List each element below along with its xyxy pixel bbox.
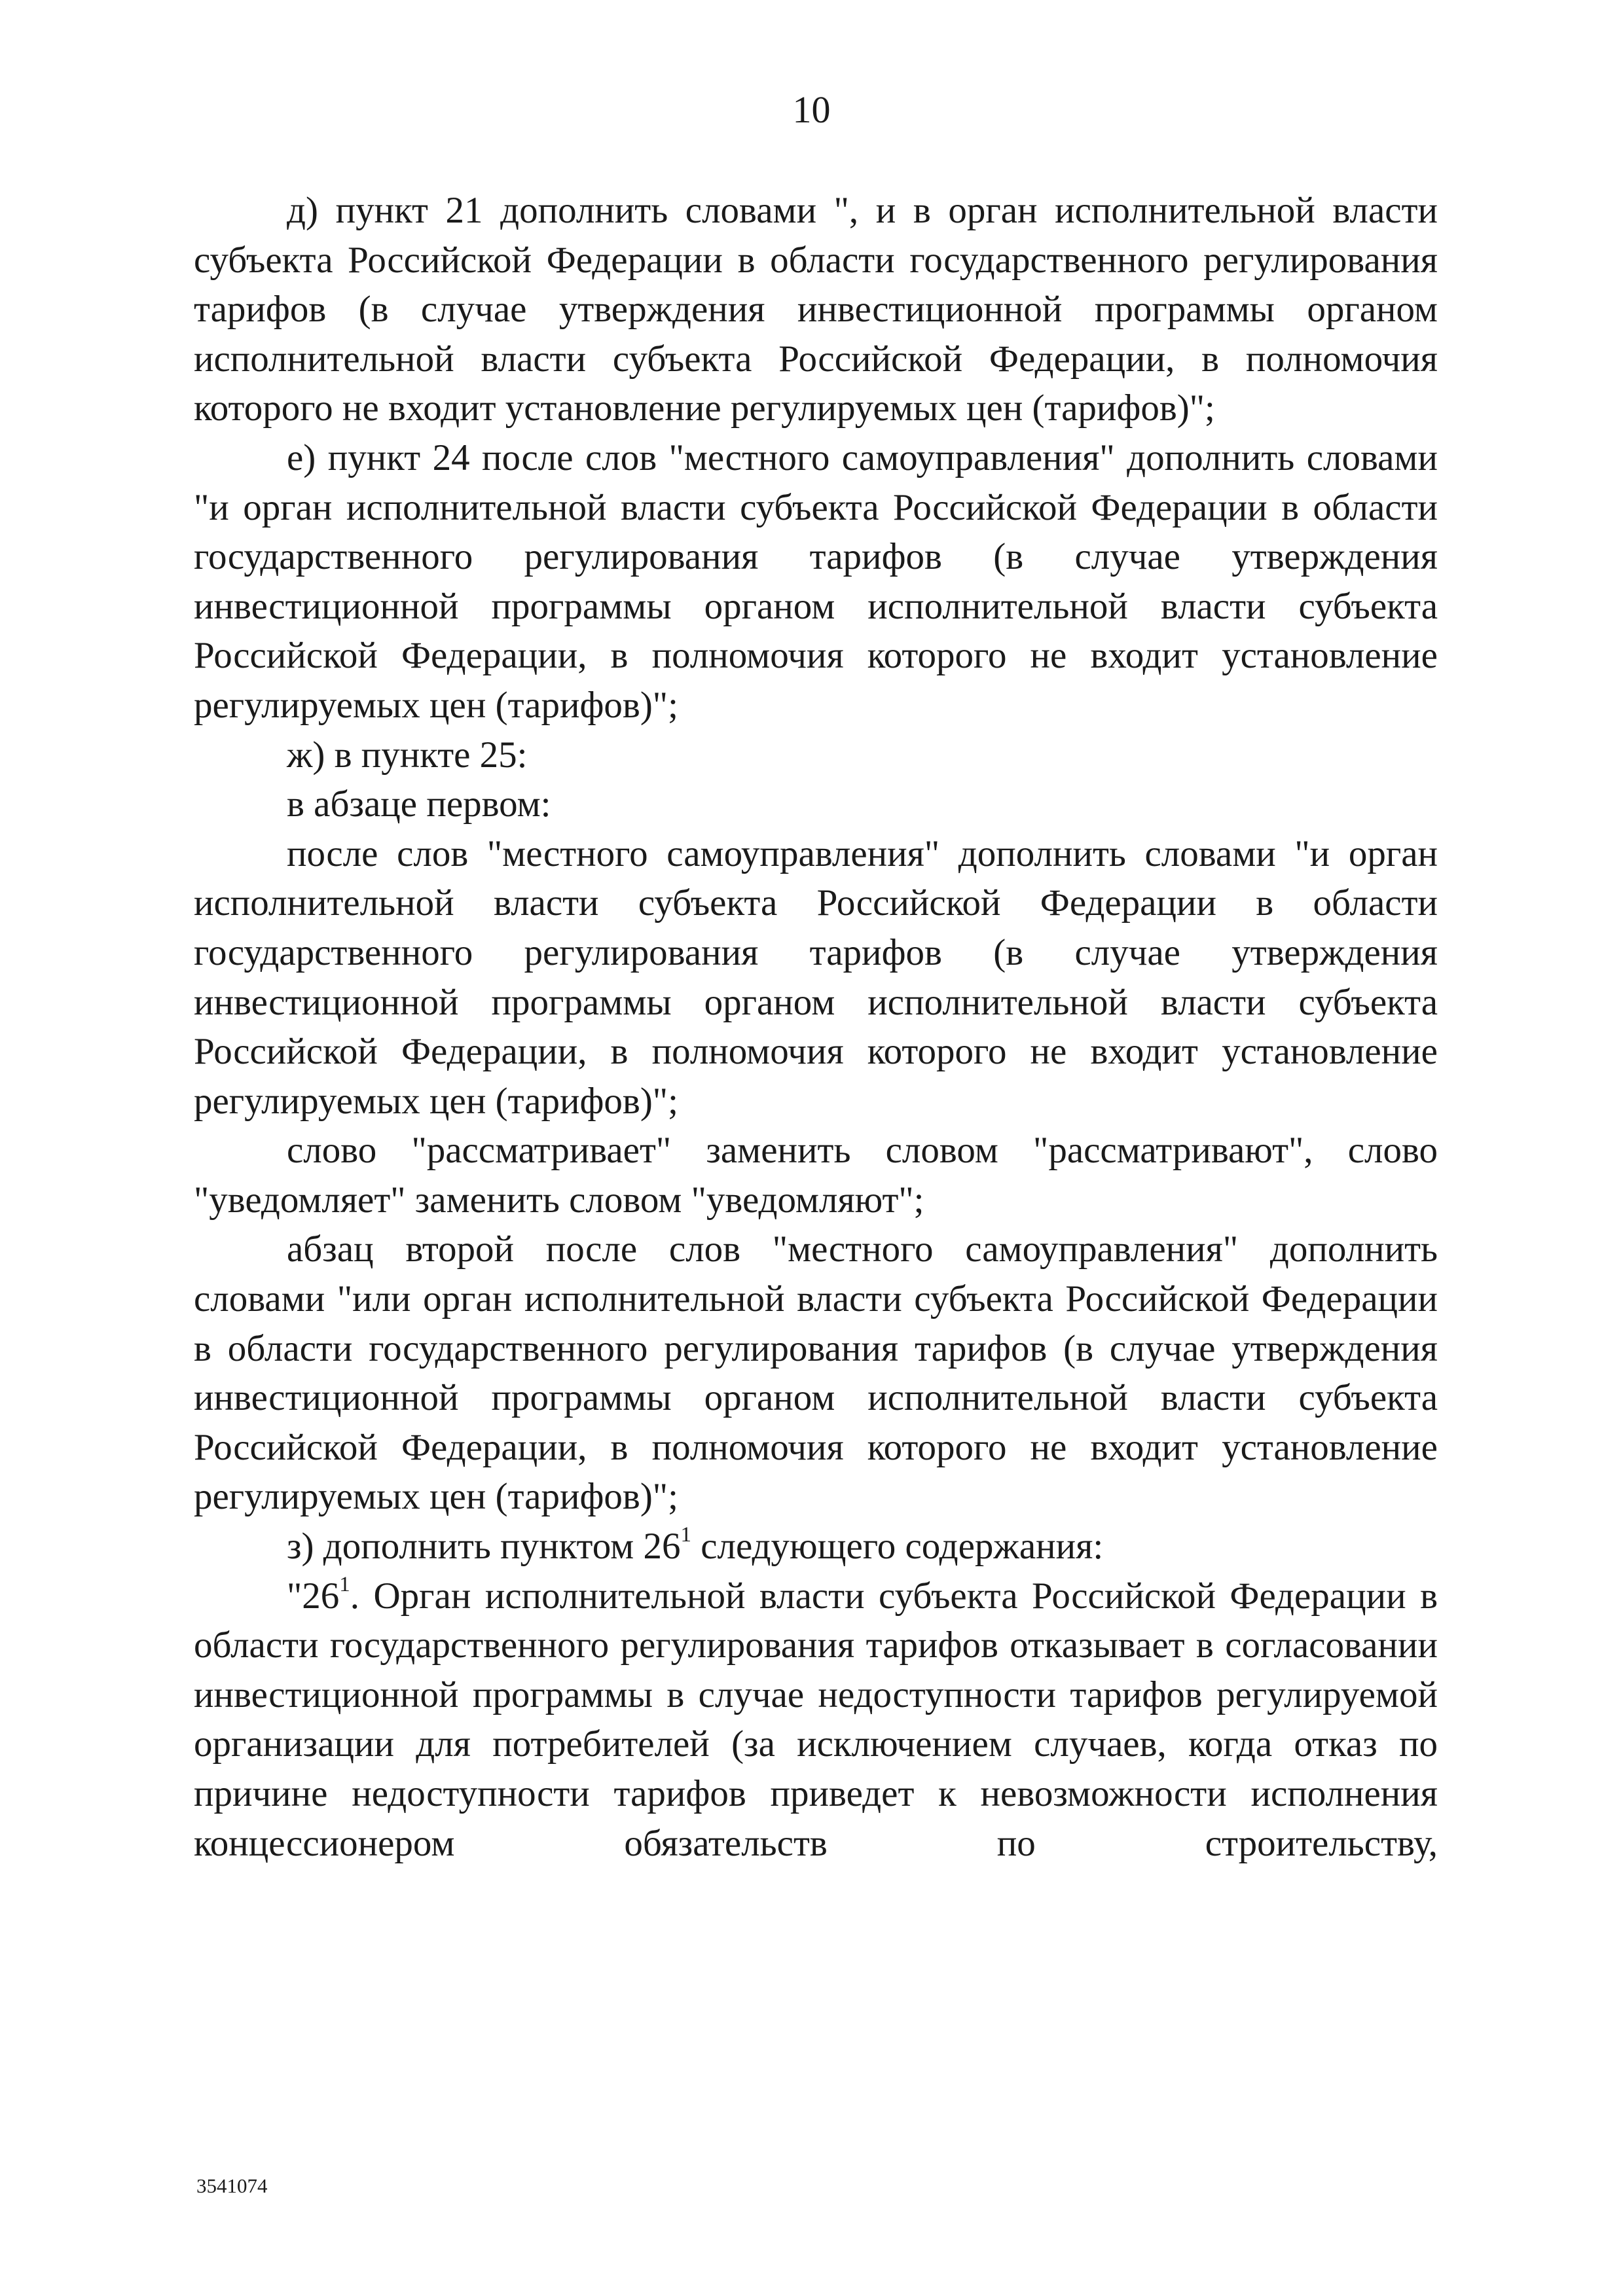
paragraph-z bbox=[194, 1522, 1438, 1571]
document-body bbox=[194, 186, 1438, 1868]
paragraph-26-1-text-end: . Орган исполнительной власти субъекта Российской Федерации в области государственного регулирования тарифов отказывает в согласовании инвестиционной программы в случае недоступности тарифов регулируемой организации для потребителей (за исключением случаев, когда отказ по причине недоступности тарифов приведет к невозможности исполнения концессионером обязательств по строительству, bbox=[194, 1575, 1438, 1864]
paragraph-second-abzac: абзац второй после слов "местного самоуправления" дополнить словами "или орган исполнительной власти субъекта Российской Федерации в области государственного регулирования тарифов (в случае утверждения инвестиционной программы органом исполнительной власти субъекта Российской Федерации, в полномочия которого не входит установление регулируемых цен (тарифов)"; bbox=[194, 1229, 1438, 1518]
paragraph-zh: ж) в пункте 25: bbox=[287, 734, 528, 776]
paragraph-first-abzac: в абзаце первом: bbox=[287, 783, 551, 825]
superscript: 1 bbox=[680, 1523, 691, 1547]
paragraph-e: е) пункт 24 после слов "местного самоуправления" дополнить словами "и орган исполнительной власти субъекта Российской Федерации в области государственного регулирования тарифов (в случае утверждения инвестиционной программы органом исполнительной власти субъекта Российской Федерации, в полномочия которого не входит установление регулируемых цен (тарифов)"; bbox=[194, 437, 1438, 726]
paragraph-z-text-end: следующего содержания: bbox=[691, 1526, 1104, 1568]
paragraph-after-words: после слов "местного самоуправления" дополнить словами "и орган исполнительной власти субъекта Российской Федерации в области государственного регулирования тарифов (в случае утверждения инвестиционной программы органом исполнительной власти субъекта Российской Федерации, в полномочия которого не входит установление регулируемых цен (тарифов)"; bbox=[194, 833, 1438, 1122]
superscript: 1 bbox=[339, 1572, 350, 1596]
page-number: 10 bbox=[792, 88, 831, 131]
document-code: 3541074 bbox=[196, 2174, 268, 2197]
paragraph-d: д) пункт 21 дополнить словами ", и в орган исполнительной власти субъекта Российской Федерации в области государственного регулирования тарифов (в случае утверждения инвестиционной программы органом исполнительной власти субъекта Российской Федерации, в полномочия которого не входит установление регулируемых цен (тарифов)"; bbox=[194, 190, 1438, 429]
paragraph-26-1 bbox=[194, 1571, 1438, 1869]
paragraph-word-replace: слово "рассматривает" заменить словом "рассматривают", слово "уведомляет" заменить словом "уведомляют"; bbox=[194, 1130, 1438, 1221]
paragraph-z-text-start: з) дополнить пунктом 26 bbox=[287, 1526, 681, 1568]
paragraph-26-1-text-start: "26 bbox=[287, 1575, 340, 1617]
